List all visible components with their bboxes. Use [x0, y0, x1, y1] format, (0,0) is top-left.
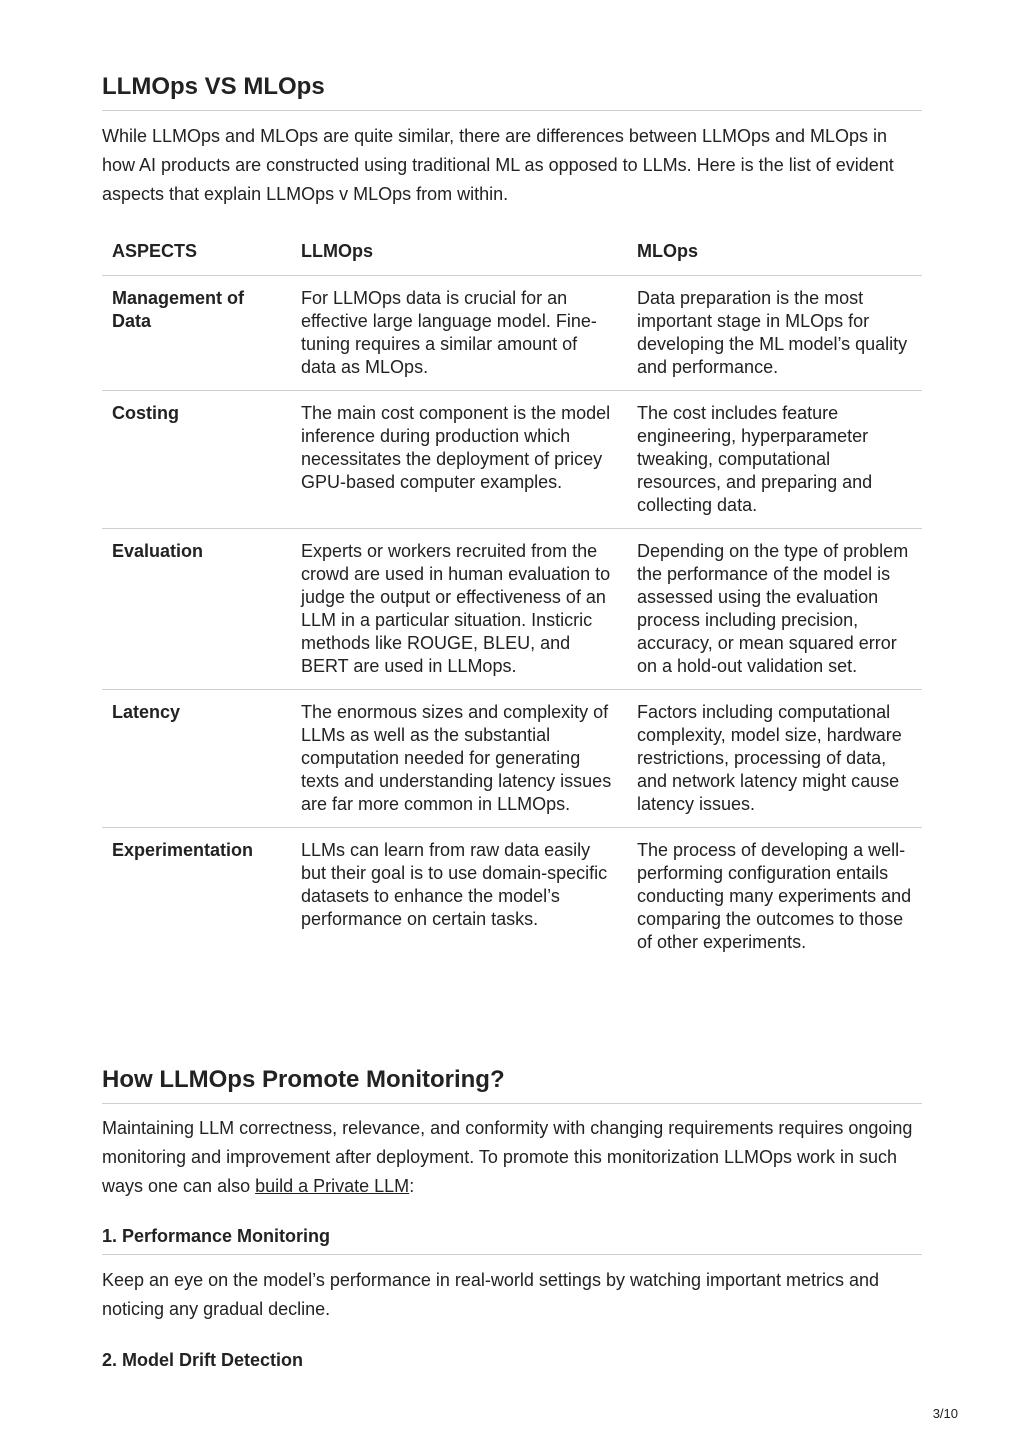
private-llm-link[interactable]: build a Private LLM [255, 1176, 410, 1196]
aspect-cell: Costing [102, 391, 291, 529]
llmops-cell: Experts or workers recruited from the crowd are used in human evaluation to judge the output or effectiveness of an LLM in a particular situation. Insticric methods like ROUGE, BLEU, and BERT are used in LLMops. [291, 529, 627, 690]
monitoring-text-end: : [409, 1176, 415, 1196]
aspect-cell: Latency [102, 690, 291, 828]
mlops-cell: Depending on the type of problem the performance of the model is assessed using the evaluation process including precision, accuracy, or mean squared error on a hold-out validation set. [627, 529, 922, 690]
header-llmops: LLMOps [291, 230, 627, 276]
table-header-row [102, 230, 922, 276]
table-row [102, 529, 922, 690]
header-aspects: ASPECTS [102, 230, 291, 276]
table-row [102, 828, 922, 966]
subheading-model-drift-detection: 2. Model Drift Detection [102, 1350, 304, 1370]
comparison-table [102, 230, 922, 965]
table-row [102, 391, 922, 529]
subheading-performance-monitoring: 1. Performance Monitoring [102, 1226, 922, 1255]
mlops-cell: The process of developing a well-performing configuration entails conducting many experiments and comparing the outcomes to those of other experiments. [637, 840, 912, 952]
aspect-cell: Management of Data [102, 276, 291, 391]
mlops-cell: Factors including computational complexity, model size, hardware restrictions, processing of data, and network latency might cause latency issues. [627, 690, 922, 828]
section-title-llmops-vs-mlops: LLMOps VS MLOps [102, 73, 922, 111]
aspect-cell: Evaluation [102, 529, 291, 690]
performance-paragraph: Keep an eye on the model’s performance in real-world settings by watching important metrics and noticing any gradual decline. [102, 1270, 880, 1319]
monitoring-paragraph [102, 1114, 922, 1201]
aspect-cell: Experimentation [112, 840, 254, 860]
header-mlops: MLOps [627, 230, 922, 276]
intro-paragraph: While LLMOps and MLOps are quite similar, there are differences between LLMOps and MLOps in how AI products are constructed using traditional ML as opposed to LLMs. Here is the list of evident aspects that explain LLMOps v MLOps from within. [102, 126, 894, 204]
table-row [102, 276, 922, 391]
section-title-monitoring: How LLMOps Promote Monitoring? [102, 1066, 922, 1104]
llmops-cell: The enormous sizes and complexity of LLMs as well as the substantial computation needed for generating texts and understanding latency issues are far more common in LLMOps. [291, 690, 627, 828]
llmops-cell: For LLMOps data is crucial for an effective large language model. Fine-tuning requires a similar amount of data as MLOps. [291, 276, 627, 391]
mlops-cell: Data preparation is the most important stage in MLOps for developing the ML model’s quality and performance. [627, 276, 922, 391]
monitoring-text: Maintaining LLM correctness, relevance, and conformity with changing requirements requires ongoing monitoring and improvement after deployment. To promote this monitorization LLMOps work in such ways one can also [102, 1118, 913, 1196]
table-row [102, 690, 922, 828]
llmops-cell: The main cost component is the model inference during production which necessitates the deployment of pricey GPU-based computer examples. [291, 391, 627, 529]
mlops-cell: The cost includes feature engineering, hyperparameter tweaking, computational resources, and preparing and collecting data. [627, 391, 922, 529]
page-number: 3/10 [932, 1406, 958, 1421]
llmops-cell: LLMs can learn from raw data easily but their goal is to use domain-specific datasets to enhance the model’s performance on certain tasks. [301, 840, 608, 929]
